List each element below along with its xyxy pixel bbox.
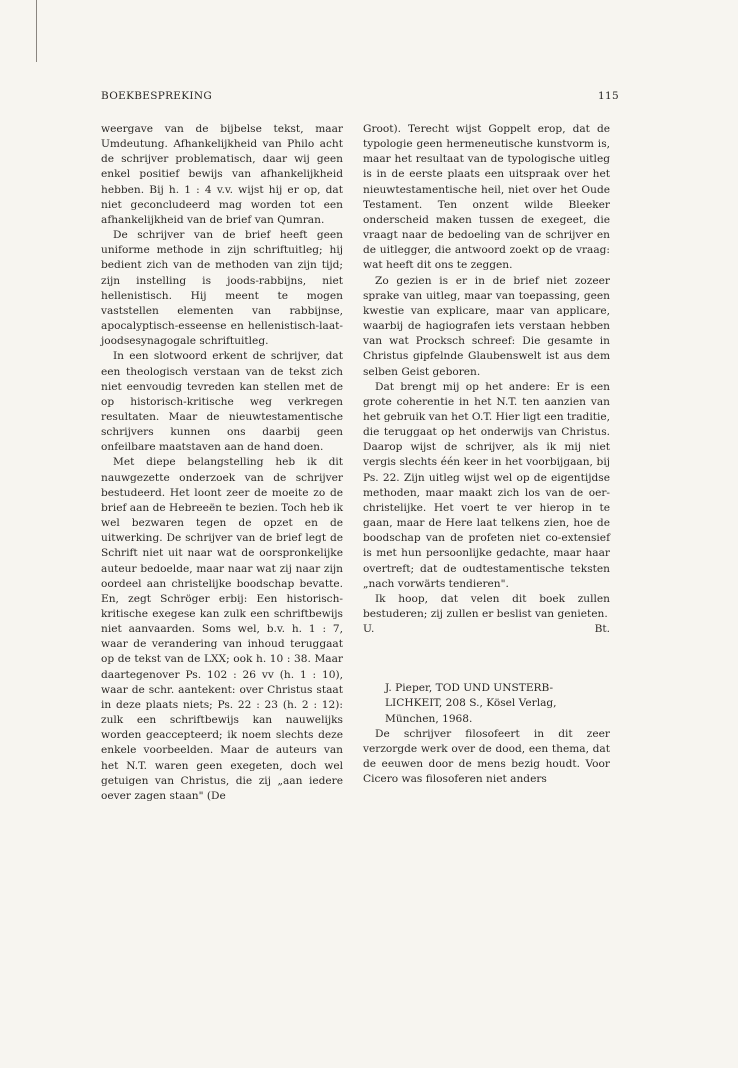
signature-initial-right: Bt. xyxy=(594,623,610,636)
scan-edge-line xyxy=(36,0,37,62)
right-column xyxy=(363,122,610,787)
right-paragraph-1: Groot). Terecht wijst Goppelt erop, dat de typologie geen hermeneutische kunstvorm is, maar het resultaat van de typologische uitleg is in de eerste plaats een uitspraak over het nieuwtestamentische heil, niet over het Oude Testament. Ten onzent wilde Bleeker onderscheid maken tussen de exegeet, die vraagt naar de bedoeling van de schrijver en de uitlegger, die antwoord zoekt op de vraag: wat heeft dit ons te zeggen. xyxy=(363,123,610,272)
section-spacer xyxy=(363,637,610,681)
left-paragraph-4: Met diepe belangstelling heb ik dit nauwgezette onderzoek van de schrijver bestudeerd. Het loont zeer de moeite zo de brief aan de Hebreeën te bezien. Toch heb ik wel bezwaren tegen de opzet en de uitwerking. De schrijver van de brief legt de Schrift niet uit naar wat de oorspronkelijke auteur bedoelde, maar naar wat zij naar zijn oordeel aan christelijke boodschap bevatte. En, zegt Schröger erbij: Een historisch-kritische exegese kan zulk een schriftbewijs niet aanvaarden. Soms wel, b.v. h. 1 : 7, waar de verandering van inhoud teruggaat op de tekst van de LXX; ook h. 10 : 38. Maar daartegenover Ps. 102 : 26 vv (h. 1 : 10), waar de schr. aantekent: over Christus staat in deze plaats niets; Ps. 22 : 23 (h. 2 : 12): zulk een schriftbewijs kan nauwelijks worden geaccepteerd; ik noem slechts deze enkele voorbeelden. Maar de auteurs van het N.T. waren geen exegeten, doch wel getuigen van Christus, die zij „aan iedere oever zagen staan" (De xyxy=(101,456,343,802)
book-reference-line-1: J. Pieper, TOD UND UNSTERB- xyxy=(385,682,554,695)
left-column xyxy=(101,122,343,804)
right-paragraph-4: Ik hoop, dat velen dit boek zullen bestuderen; zij zullen er beslist van genieten. xyxy=(363,592,610,620)
right-paragraph-2: Zo gezien is er in de brief niet zozeer sprake van uitleg, maar van toepassing, geen kwestie van explicare, maar van applicare, waarbij de hagiografen iets verstaan hebben van wat Procksch schreef: Die gesamte in Christus gipfelnde Glaubenswelt ist aus dem selben Geist geboren. xyxy=(363,274,610,378)
right-paragraph-5: De schrijver filosofeert in dit zeer verzorgde werk over de dood, een thema, dat de eeuwen door de mens bezig houdt. Voor Cicero was filosoferen niet anders xyxy=(363,727,610,786)
book-reference-line-3: München, 1968. xyxy=(385,712,473,725)
left-paragraph-3: In een slotwoord erkent de schrijver, dat een theologisch verstaan van de tekst zich niet eenvoudig tevreden kan stellen met de op historisch-kritische weg verkregen resultaten. Maar de nieuwtestamentische schrijvers kunnen ons daarbij geen onfeilbare maatstaven aan de hand doen. xyxy=(101,350,343,454)
book-reference-line-2: LICHKEIT, 208 S., Kösel Verlag, xyxy=(385,697,557,710)
left-paragraph-1: weergave van de bijbelse tekst, maar Umdeutung. Afhankelijkheid van Philo acht de schrijver problematisch, daar wij geen enkel positief bewijs van afhankelijkheid hebben. Bij h. 1 : 4 v.v. wijst hij er op, dat niet geconcludeerd mag worden tot een afhankelijkheid van de brief van Qumran. xyxy=(101,123,343,226)
page-number: 115 xyxy=(598,90,619,102)
left-paragraph-2: De schrijver van de brief heeft geen uniforme methode in zijn schriftuitleg; hij bedient zich van de methoden van zijn tijd; zijn instelling is joods-rabbijns, niet hellenistisch. Hij meent te mogen vaststellen elementen van rabbijnse, apocalyptisch-esseense en hellenistisch-laat-joodsesynagogale schriftuitleg. xyxy=(101,229,343,348)
running-title: BOEKBESPREKING xyxy=(101,90,213,102)
signature-initial-left: U. xyxy=(363,623,375,636)
running-head xyxy=(101,90,619,106)
right-paragraph-3: Dat brengt mij op het andere: Er is een grote coherentie in het N.T. ten aanzien van het gebruik van het O.T. Hier ligt een traditie, die teruggaat op het onderwijs van Christus. Daarop wijst de schrijver, als ik mij niet vergis slechts één keer in het voorbijgaan, bij Ps. 22. Zijn uitleg wijst wel op de eigentijdse methoden, maar maakt zich los van de oer-christelijke. Het voert te ver hierop in te gaan, maar de Here laat telkens zien, hoe de boodschap van de profeten niet co-extensief is met hun persoonlijke gedachte, maar haar overtreft; dat de oudtestamentische teksten „nach vorwärts tendieren". xyxy=(363,380,610,590)
book-reference xyxy=(385,681,610,726)
review-signature xyxy=(363,622,610,637)
